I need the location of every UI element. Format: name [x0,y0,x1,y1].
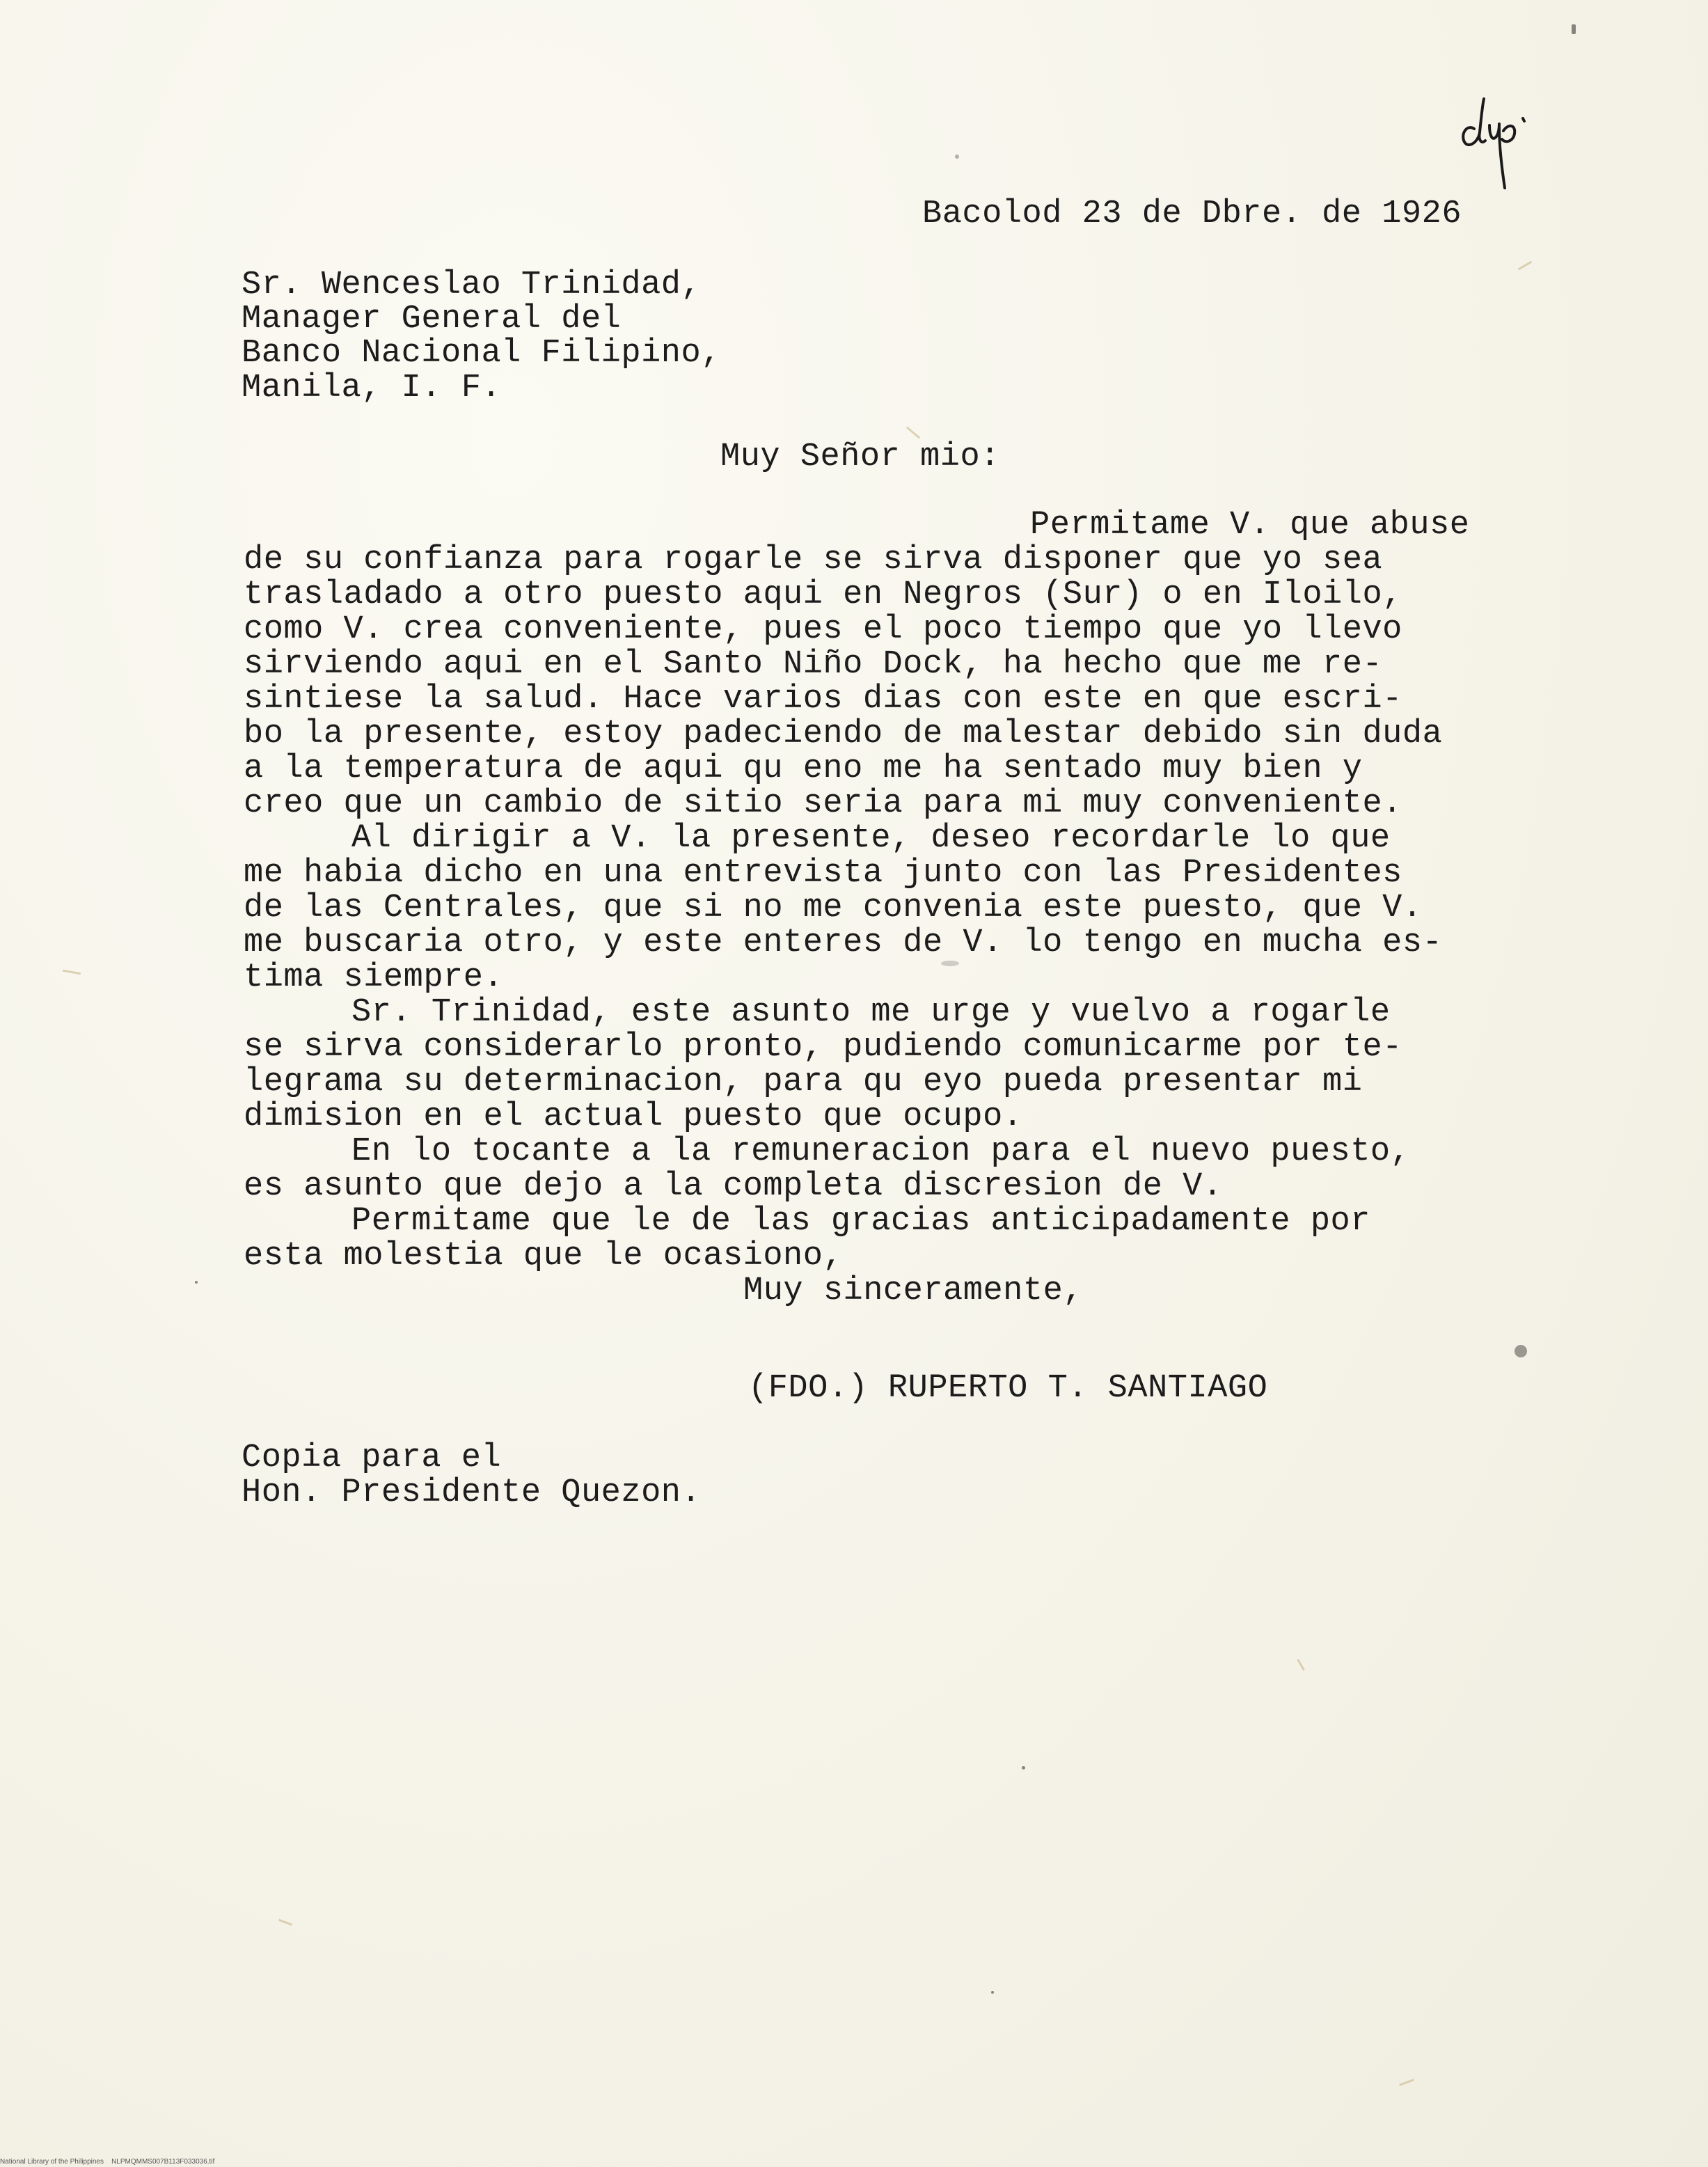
body-line: dimision en el actual puesto que ocupo. [244,1098,1023,1135]
copy-note-line: Copia para el [242,1440,502,1476]
body-line: Permitame V. que abuse [1030,507,1470,544]
paper-fiber [63,970,81,975]
body-line: esta molestia que le ocasiono, [244,1238,844,1275]
recipient-line: Banco Nacional Filipino, [242,335,721,372]
copy-note-line: Hon. Presidente Quezon. [242,1474,702,1511]
body-line: trasladado a otro puesto aqui en Negros (Sur) o en Iloilo, [244,576,1402,613]
paper-speck [941,961,959,966]
body-line: creo que un cambio de sitio seria para mi muy conveniente. [244,785,1402,822]
body-line: Al dirigir a V. la presente, deseo recordarle lo que [351,820,1391,857]
closing: Muy sinceramente, [743,1272,1083,1309]
body-line: me buscaria otro, y este enteres de V. lo tengo en mucha es- [244,924,1443,961]
body-line: como V. crea conveniente, pues el poco tiempo que yo llevo [244,611,1402,648]
paper-speck [1022,1766,1025,1770]
body-line: tima siempre. [244,959,504,996]
body-line: En lo tocante a la remuneracion para el nuevo puesto, [351,1133,1411,1170]
salutation: Muy Señor mio: [720,439,1000,475]
paper-speck [1515,1345,1527,1357]
body-line: legrama su determinacion, para qu eyo pueda presentar mi [244,1064,1363,1101]
body-line: bo la presente, estoy padeciendo de malestar debido sin duda [244,716,1443,752]
body-line: sintiese la salud. Hace varios dias con este en que escri- [244,681,1402,718]
handwritten-note [1455,90,1545,195]
recipient-line: Manila, I. F. [242,370,502,407]
body-line: Sr. Trinidad, este asunto me urge y vuelvo a rogarle [351,994,1391,1031]
recipient-line: Manager General del [242,301,622,338]
paper-speck [195,1281,198,1284]
paper-speck [955,155,959,159]
body-line: a la temperatura de aqui qu eno me ha sentado muy bien y [244,750,1363,787]
body-line: se sirva considerarlo pronto, pudiendo comunicarme por te- [244,1029,1402,1066]
paper-fiber [906,427,920,439]
body-line: me habia dicho en una entrevista junto con las Presidentes [244,855,1402,892]
paper-speck [1572,24,1576,34]
body-line: de su confianza para rogarle se sirva disponer que yo sea [244,542,1383,578]
body-line: es asunto que dejo a la completa discresion de V. [244,1168,1223,1205]
paper-speck [991,1991,994,1994]
body-line: Permitame que le de las gracias anticipadamente por [351,1203,1370,1240]
paper-fiber [1297,1659,1305,1671]
body-line: de las Centrales, que si no me convenia este puesto, que V. [244,890,1423,927]
paper-fiber [1518,261,1533,271]
signature: (FDO.) RUPERTO T. SANTIAGO [748,1370,1268,1407]
body-line: sirviendo aqui en el Santo Niño Dock, ha hecho que me re- [244,646,1383,683]
paper-fiber [278,1919,292,1926]
paper-fiber [1399,2079,1414,2086]
recipient-line: Sr. Wenceslao Trinidad, [242,267,702,304]
letter-date: Bacolod 23 de Dbre. de 1926 [922,196,1462,233]
archive-footer-stamp: National Library of the Philippines NLPMQMMS007B113F033036.tif [0,2158,215,2166]
